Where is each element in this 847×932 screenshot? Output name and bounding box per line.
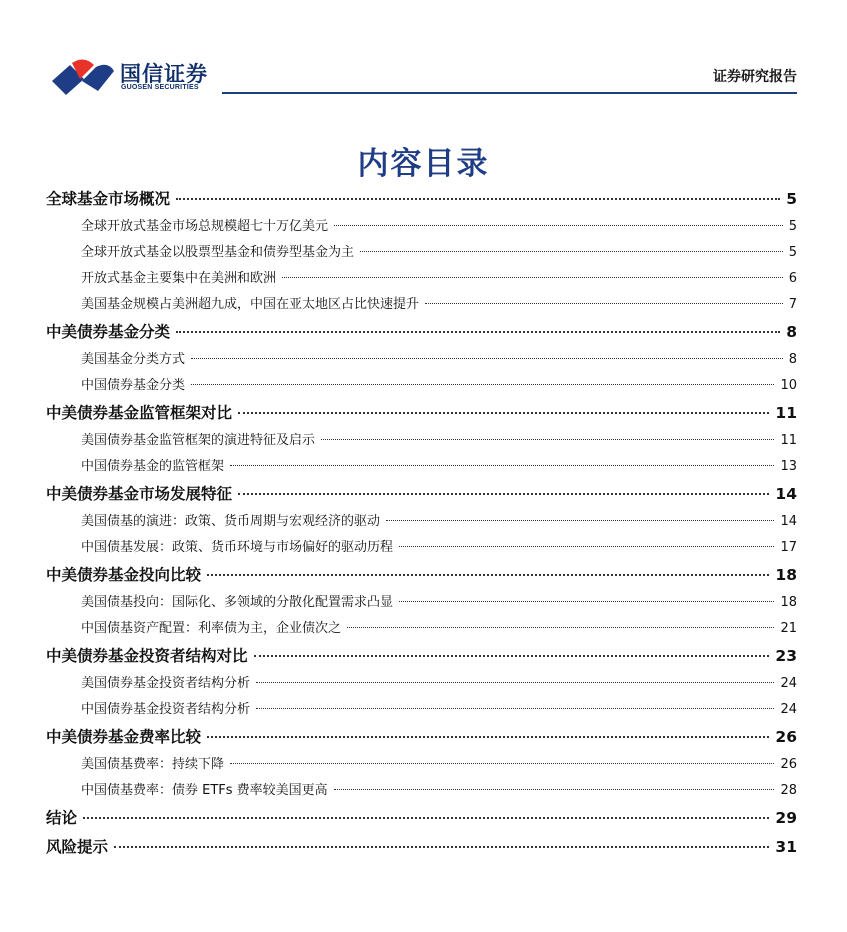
toc-page-number: 21	[780, 621, 797, 636]
toc-dot-leader	[321, 439, 774, 440]
toc-page-number: 7	[788, 297, 797, 312]
toc-entry-title: 中美债券基金投向比较	[46, 566, 202, 584]
guosen-logo-icon	[50, 57, 116, 95]
toc-dot-leader	[360, 251, 783, 252]
toc-entry-title: 美国债基投向：国际化、多领域的分散化配置需求凸显	[81, 595, 394, 610]
toc-dot-leader	[176, 331, 780, 333]
toc-dot-leader	[238, 493, 769, 495]
toc-subsection-entry[interactable]	[46, 214, 797, 240]
toc-dot-leader	[207, 736, 769, 738]
toc-page-number: 11	[780, 433, 797, 448]
toc-entry-title: 美国基金规模占美洲超九成，中国在亚太地区占比快速提升	[81, 297, 420, 312]
toc-subsection-entry[interactable]	[46, 590, 797, 616]
toc-dot-leader	[334, 225, 783, 226]
page-title: 内容目录	[357, 146, 490, 182]
toc-entry-title: 全球基金市场概况	[46, 190, 171, 208]
toc-subsection-entry[interactable]	[46, 292, 797, 318]
toc-section-entry[interactable]	[46, 723, 797, 752]
toc-dot-leader	[399, 546, 774, 547]
toc-entry-title: 中美债券基金费率比较	[46, 728, 202, 746]
toc-page-number: 5	[788, 245, 797, 260]
toc-entry-title: 美国债基费率：持续下降	[81, 757, 225, 772]
toc-page-number: 24	[780, 676, 797, 691]
toc-section-entry[interactable]	[46, 804, 797, 833]
toc-subsection-entry[interactable]	[46, 509, 797, 535]
toc-page-number: 11	[775, 404, 797, 422]
toc-page-number: 17	[780, 540, 797, 555]
toc-section-entry[interactable]	[46, 480, 797, 509]
toc-entry-title: 美国债基的演进：政策、货币周期与宏观经济的驱动	[81, 514, 381, 529]
toc-page-number: 8	[788, 352, 797, 367]
toc-dot-leader	[347, 627, 774, 628]
toc-page-number: 26	[780, 757, 797, 772]
toc-dot-leader	[114, 846, 769, 848]
toc-entry-title: 中美债券基金投资者结构对比	[46, 647, 248, 665]
toc-entry-title: 中美债券基金监管框架对比	[46, 404, 233, 422]
toc-dot-leader	[238, 412, 769, 414]
toc-page-number: 8	[786, 323, 797, 341]
toc-subsection-entry[interactable]	[46, 697, 797, 723]
toc-dot-leader	[230, 465, 774, 466]
toc-entry-title: 美国基金分类方式	[81, 352, 186, 367]
toc-page-number: 6	[788, 271, 797, 286]
toc-page-number: 24	[780, 702, 797, 717]
toc-section-entry[interactable]	[46, 642, 797, 671]
toc-page-number: 26	[775, 728, 797, 746]
toc-section-entry[interactable]	[46, 185, 797, 214]
toc-entry-title: 结论	[46, 809, 78, 827]
toc-dot-leader	[256, 682, 774, 683]
toc-entry-title: 风险提示	[46, 838, 109, 856]
toc-dot-leader	[254, 655, 770, 657]
company-name-en: GUOSEN SECURITIES	[121, 84, 199, 91]
toc-dot-leader	[334, 789, 775, 790]
toc-dot-leader	[207, 574, 769, 576]
toc-entry-title: 中国债基费率：债券 ETFs 费率较美国更高	[81, 783, 328, 798]
toc-entry-title: 中国债券基金的监管框架	[81, 459, 225, 474]
toc-dot-leader	[399, 601, 774, 602]
toc-subsection-entry[interactable]	[46, 454, 797, 480]
toc-dot-leader	[425, 303, 783, 304]
toc-entry-title: 中国债基资产配置：利率债为主，企业债次之	[81, 621, 342, 636]
report-type-label: 证券研究报告	[713, 69, 797, 85]
toc-dot-leader	[386, 520, 774, 521]
toc-page-number: 23	[775, 647, 797, 665]
toc-section-entry[interactable]	[46, 399, 797, 428]
toc-page-number: 18	[775, 566, 797, 584]
toc-subsection-entry[interactable]	[46, 778, 797, 804]
toc-subsection-entry[interactable]	[46, 671, 797, 697]
toc-entry-title: 中国债券基金投资者结构分析	[81, 702, 251, 717]
toc-entry-title: 中美债券基金分类	[46, 323, 171, 341]
toc-subsection-entry[interactable]	[46, 428, 797, 454]
toc-entry-title: 中美债券基金市场发展特征	[46, 485, 233, 503]
toc-page-number: 31	[775, 838, 797, 856]
toc-entry-title: 中国债券基金分类	[81, 378, 186, 393]
toc-subsection-entry[interactable]	[46, 347, 797, 373]
toc-entry-title: 全球开放式基金以股票型基金和债券型基金为主	[81, 245, 355, 260]
toc-page-number: 29	[775, 809, 797, 827]
toc-dot-leader	[282, 277, 783, 278]
toc-section-entry[interactable]	[46, 833, 797, 862]
toc-section-entry[interactable]	[46, 561, 797, 590]
toc-page-number: 10	[780, 378, 797, 393]
company-name-cn: 国信证券	[120, 62, 208, 86]
toc-subsection-entry[interactable]	[46, 373, 797, 399]
toc-subsection-entry[interactable]	[46, 752, 797, 778]
toc-subsection-entry[interactable]	[46, 240, 797, 266]
toc-page-number: 13	[780, 459, 797, 474]
toc-page-number: 5	[786, 190, 797, 208]
toc-page-number: 5	[788, 219, 797, 234]
toc-entry-title: 中国债基发展：政策、货币环境与市场偏好的驱动历程	[81, 540, 394, 555]
toc-section-entry[interactable]	[46, 318, 797, 347]
toc-dot-leader	[176, 198, 780, 200]
toc-page-number: 14	[780, 514, 797, 529]
toc-subsection-entry[interactable]	[46, 535, 797, 561]
toc-page-number: 14	[775, 485, 797, 503]
table-of-contents	[46, 185, 797, 862]
toc-dot-leader	[256, 708, 774, 709]
toc-entry-title: 开放式基金主要集中在美洲和欧洲	[81, 271, 277, 286]
toc-entry-title: 美国债券基金监管框架的演进特征及启示	[81, 433, 316, 448]
toc-page-number: 18	[780, 595, 797, 610]
toc-dot-leader	[83, 817, 769, 819]
toc-page-number: 28	[780, 783, 797, 798]
toc-dot-leader	[191, 358, 783, 359]
page-header	[0, 0, 847, 100]
toc-entry-title: 美国债券基金投资者结构分析	[81, 676, 251, 691]
header-divider	[222, 92, 797, 94]
toc-subsection-entry[interactable]	[46, 266, 797, 292]
toc-entry-title: 全球开放式基金市场总规模超七十万亿美元	[81, 219, 329, 234]
toc-subsection-entry[interactable]	[46, 616, 797, 642]
toc-dot-leader	[191, 384, 774, 385]
toc-dot-leader	[230, 763, 774, 764]
